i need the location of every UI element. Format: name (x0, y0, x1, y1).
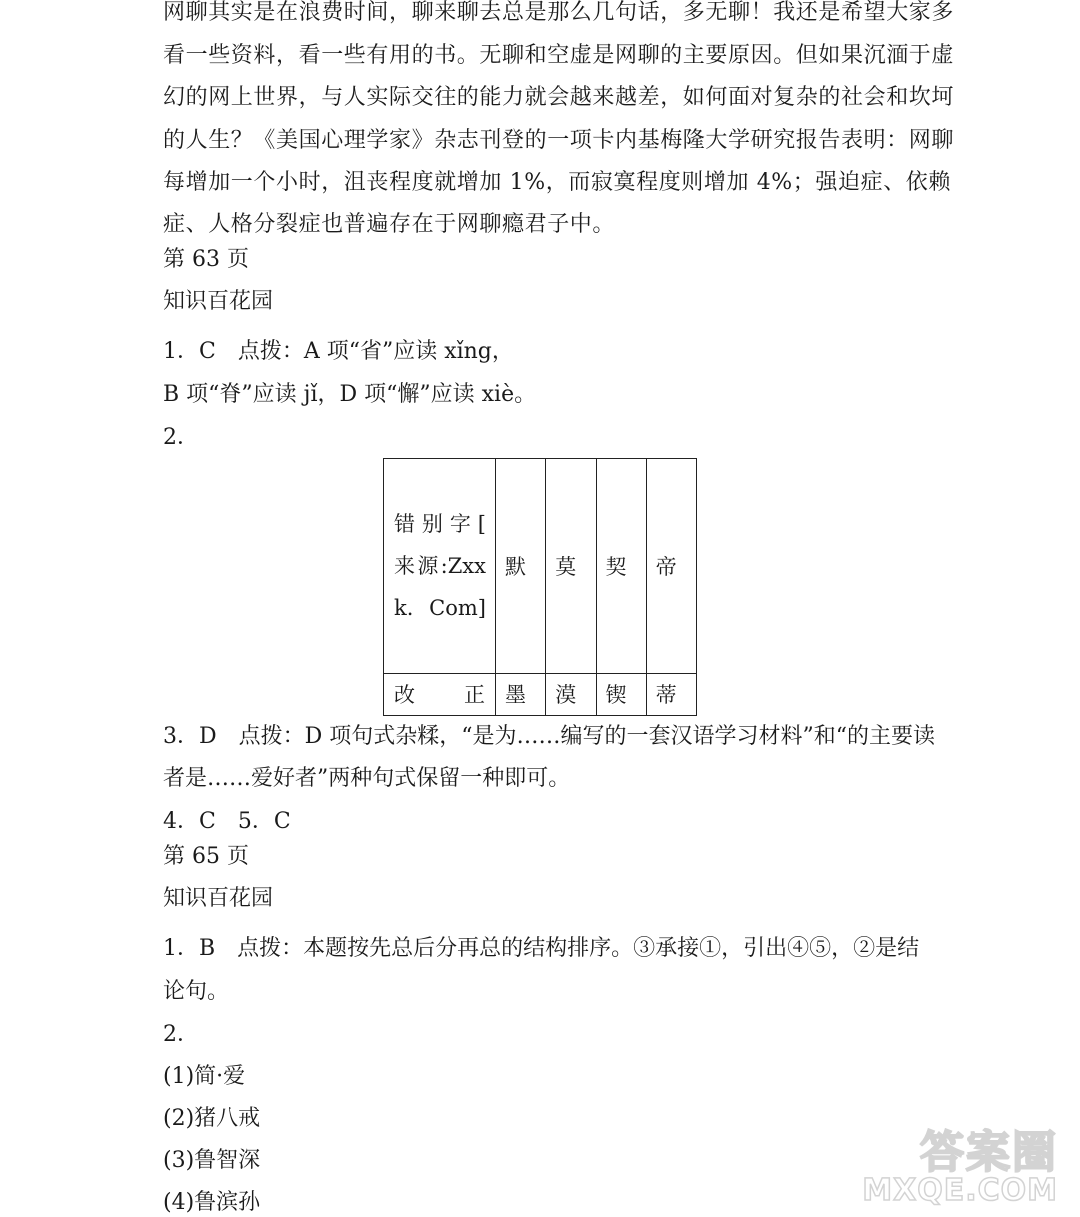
paragraph-line: 的人生？《美国心理学家》杂志刊登的一项卡内基梅隆大学研究报告表明：网聊 (163, 128, 955, 153)
page-65-heading: 第 65 页 (163, 844, 249, 869)
page-65-q1-line1: 1．B 点拨：本题按先总后分再总的结构排序。③承接①，引出④⑤，②是结 (163, 936, 920, 961)
paragraph-line: 幻的网上世界，与人实际交往的能力就会越来越差，如何面对复杂的社会和坎坷 (163, 85, 955, 110)
table-row-correct (384, 673, 697, 715)
wrong-char-cell: 莫 (546, 459, 596, 674)
table-row-wrong (384, 459, 697, 674)
page-63-q4-q5: 4．C 5．C (163, 809, 291, 834)
watermark-domain-text: MXQE.COM (862, 1173, 1058, 1208)
page-65-q2-label: 2． (163, 1022, 199, 1047)
watermark-logo-text: 答案圈 (920, 1127, 1058, 1178)
correct-char-cell: 蒂 (646, 673, 696, 715)
table-header-cell: 错别字[ 来源:Zxxk. Com] (384, 459, 496, 674)
wrong-char-cell: 帝 (646, 459, 696, 674)
page-65-section-title: 知识百花园 (163, 886, 274, 911)
correct-label-cell: 改正 (384, 673, 496, 715)
correct-char-cell: 锲 (596, 673, 646, 715)
page-63-q1-line2: B 项“脊”应读 jǐ，D 项“懈”应读 xiè。 (163, 382, 537, 407)
wrong-char-cell: 默 (496, 459, 546, 674)
page-65-q1-line2: 论句。 (163, 979, 230, 1004)
page-63-q2-label: 2． (163, 425, 199, 450)
page-65-answer: (4)鲁滨孙 (163, 1190, 261, 1215)
page-65-answer: (1)简·爱 (163, 1064, 246, 1089)
page-63-q1-line1: 1．C 点拨：A 项“省”应读 xǐng， (163, 339, 514, 364)
correct-char-cell: 漠 (546, 673, 596, 715)
page-63-q3-line2: 者是……爱好者”两种句式保留一种即可。 (163, 766, 571, 791)
correct-char-cell: 墨 (496, 673, 546, 715)
page-63-heading: 第 63 页 (163, 247, 249, 272)
page-65-answer: (3)鲁智深 (163, 1148, 261, 1173)
page-63-q3-line1: 3．D 点拨：D 项句式杂糅，“是为……编写的一套汉语学习材料”和“的主要读 (163, 724, 936, 749)
paragraph-line: 症、人格分裂症也普遍存在于网聊瘾君子中。 (163, 212, 616, 237)
wrong-char-cell: 契 (596, 459, 646, 674)
paragraph-line: 看一些资料，看一些有用的书。无聊和空虚是网聊的主要原因。但如果沉湎于虚 (163, 43, 955, 68)
correction-table (383, 458, 697, 716)
page-65-answer: (2)猪八戒 (163, 1106, 261, 1131)
paragraph-line: 每增加一个小时，沮丧程度就增加 1%，而寂寞程度则增加 4%；强迫症、依赖 (163, 170, 951, 195)
paragraph-line: 网聊其实是在浪费时间，聊来聊去总是那么几句话，多无聊！我还是希望大家多 (163, 0, 955, 25)
page-63-section-title: 知识百花园 (163, 289, 274, 314)
site-watermark (862, 1116, 1062, 1208)
